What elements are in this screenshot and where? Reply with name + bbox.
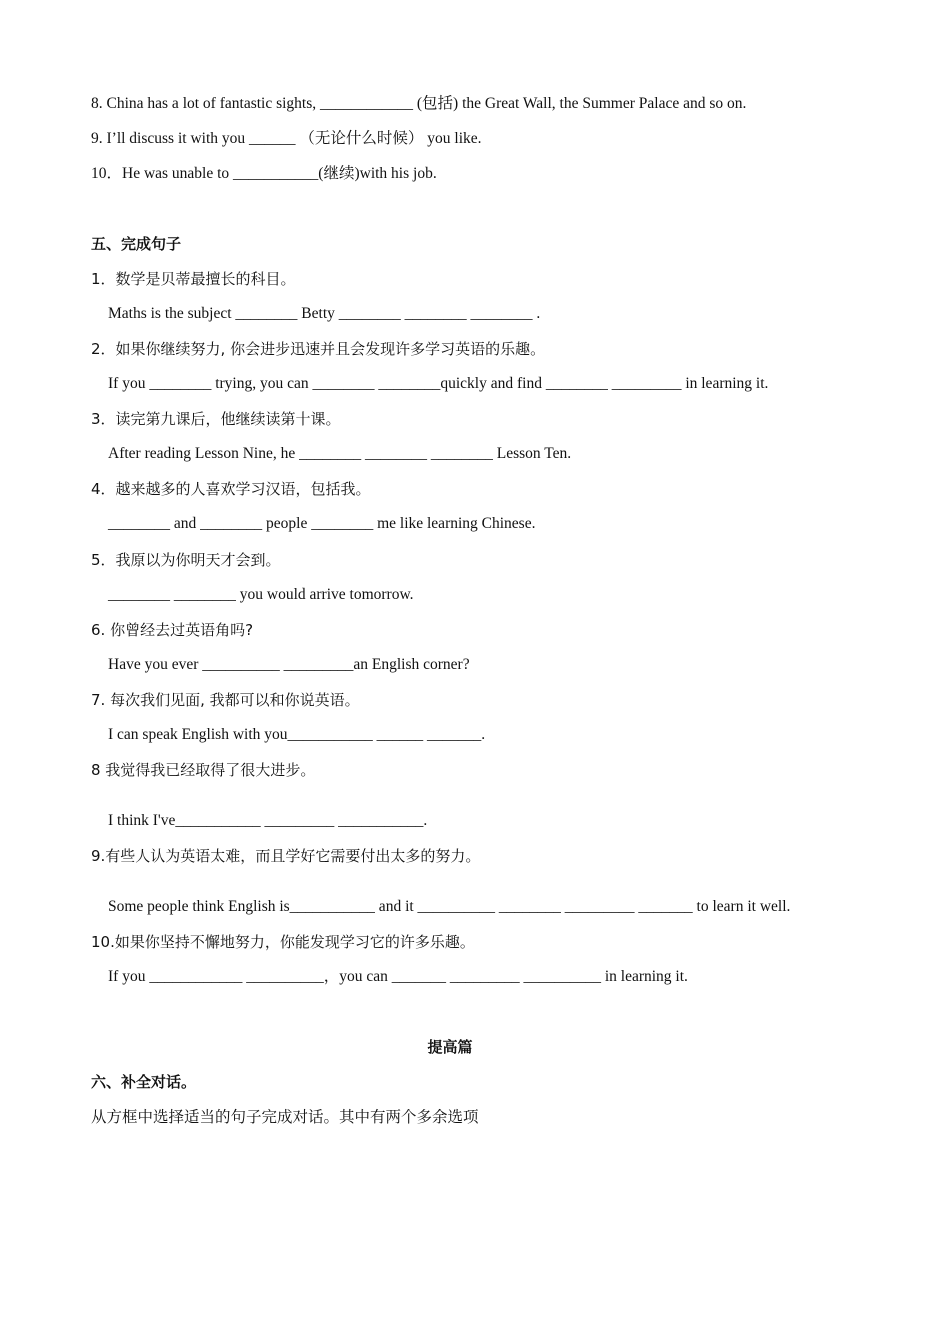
sentence-4-chinese: 4．越来越多的人喜欢学习汉语，包括我。 bbox=[91, 480, 371, 498]
sentence-10-chinese: 10.如果你坚持不懈地努力，你能发现学习它的许多乐趣。 bbox=[91, 933, 475, 951]
sentence-1-english: Maths is the subject ________ Betty ________ ________ ________ . bbox=[108, 305, 541, 322]
section-6-instruction: 从方框中选择适当的句子完成对话。其中有两个多余选项 bbox=[91, 1108, 479, 1126]
sentence-3-english: After reading Lesson Nine, he ________ ________ ________ Lesson Ten. bbox=[108, 445, 572, 462]
sentence-10-english: If you ____________ __________，you can _______ _________ __________ in learning it. bbox=[108, 968, 688, 985]
advanced-title: 提高篇 bbox=[427, 1038, 473, 1056]
sentence-9-english: Some people think English is___________ and it __________ ________ _________ _______ to learn it well. bbox=[108, 898, 791, 915]
section-6-title: 六、补全对话。 bbox=[91, 1073, 197, 1091]
sentence-6-english: Have you ever __________ _________an English corner? bbox=[108, 656, 470, 673]
sentence-2-chinese: 2．如果你继续努力, 你会进步迅速并且会发现许多学习英语的乐趣。 bbox=[91, 340, 546, 358]
exercise-line-10: 10．He was unable to ___________(继续)with his job. bbox=[91, 165, 437, 182]
sentence-8-english: I think I've___________ _________ ___________. bbox=[108, 812, 428, 829]
section-5-title: 五、完成句子 bbox=[91, 235, 182, 253]
exercise-line-8: 8. China has a lot of fantastic sights, ____________ (包括) the Great Wall, the Summer Palace and so on. bbox=[91, 95, 747, 112]
sentence-2-english: If you ________ trying, you can ________ ________quickly and find ________ _________ in learning it. bbox=[108, 375, 769, 392]
exercise-line-9: 9. I’ll discuss it with you ______ （无论什么时候） you like. bbox=[91, 130, 482, 147]
sentence-1-chinese: 1．数学是贝蒂最擅长的科目。 bbox=[91, 270, 296, 288]
sentence-9-chinese: 9.有些人认为英语太难，而且学好它需要付出太多的努力。 bbox=[91, 847, 481, 865]
sentence-6-chinese: 6. 你曾经去过英语角吗? bbox=[91, 621, 254, 639]
sentence-5-chinese: 5．我原以为你明天才会到。 bbox=[91, 551, 281, 569]
sentence-3-chinese: 3．读完第九课后，他继续读第十课。 bbox=[91, 410, 341, 428]
sentence-4-english: ________ and ________ people ________ me like learning Chinese. bbox=[108, 515, 536, 532]
sentence-7-english: I can speak English with you___________ ______ _______. bbox=[108, 726, 486, 743]
sentence-5-english: ________ ________ you would arrive tomorrow. bbox=[108, 586, 414, 603]
sentence-8-chinese: 8 我觉得我已经取得了很大进步。 bbox=[91, 761, 316, 779]
sentence-7-chinese: 7. 每次我们见面, 我都可以和你说英语。 bbox=[91, 691, 360, 709]
